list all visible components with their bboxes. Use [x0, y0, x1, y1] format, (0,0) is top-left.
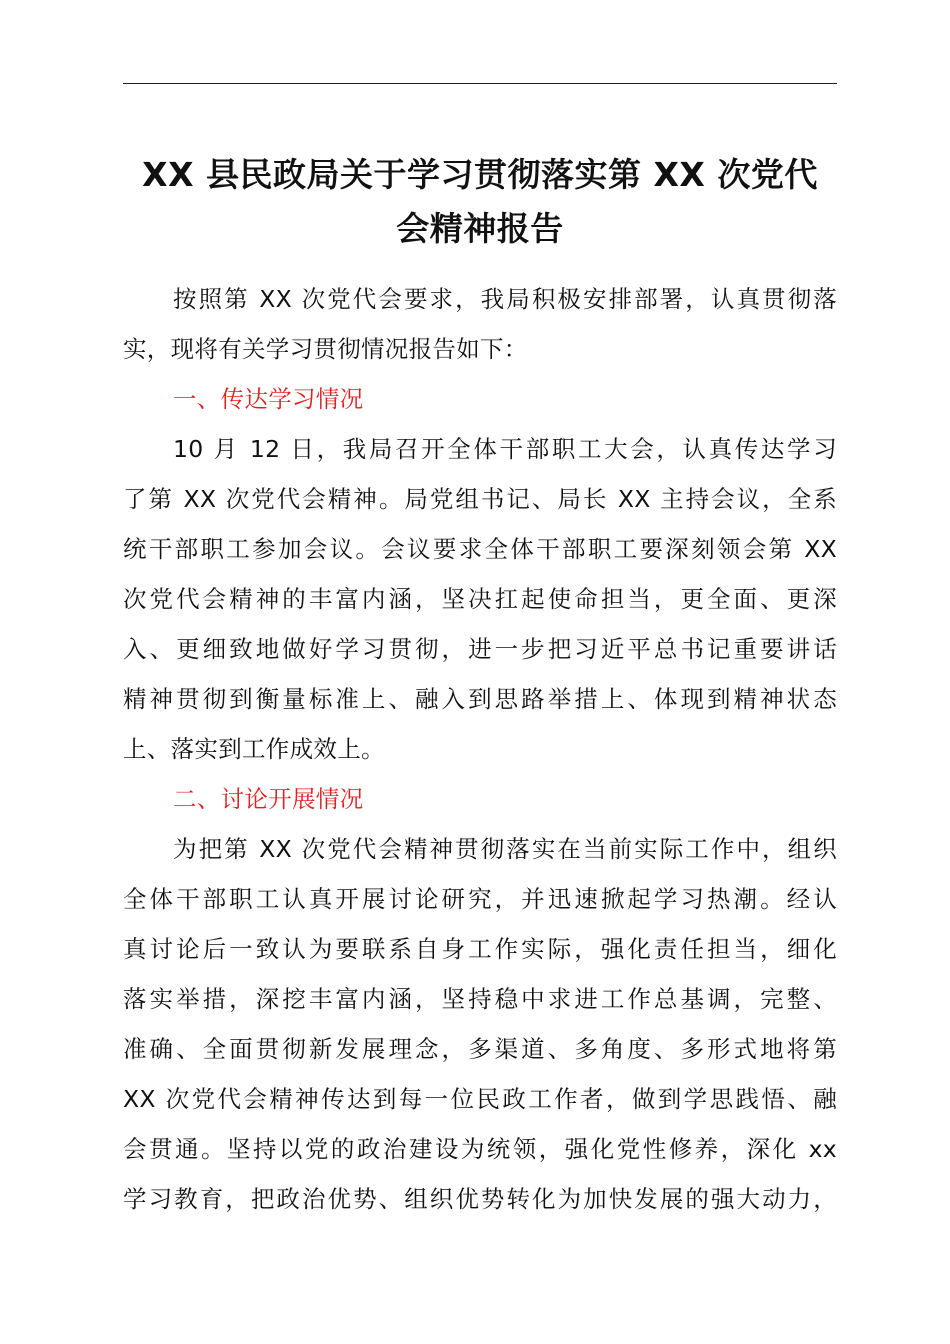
body-text-line: 准确、全面贯彻新发展理念，多渠道、多角度、多形式地将第: [123, 1035, 837, 1063]
document-title: [112, 148, 848, 256]
body-text-line: 次党代会精神的丰富内涵，坚决扛起使命担当，更全面、更深: [123, 585, 837, 613]
body-text-line: 按照第 XX 次党代会要求，我局积极安排部署，认真贯彻落: [173, 285, 837, 313]
body-text-line: 会贯通。坚持以党的政治建设为统领，强化党性修养，深化 xx: [123, 1135, 837, 1163]
document-body: [123, 274, 837, 1224]
title-line-2: 会精神报告: [396, 209, 564, 248]
body-text-line: 学习教育，把政治优势、组织优势转化为加快发展的强大动力，: [123, 1185, 837, 1213]
body-text-line: 实，现将有关学习贯彻情况报告如下：: [123, 335, 528, 363]
header-rule: [123, 83, 837, 84]
section-heading: 一、传达学习情况: [173, 385, 364, 413]
body-text-line: 10 月 12 日，我局召开全体干部职工大会，认真传达学习: [173, 435, 837, 463]
section-heading: 二、讨论开展情况: [173, 785, 364, 813]
body-text-line: 为把第 XX 次党代会精神贯彻落实在当前实际工作中，组织: [173, 835, 837, 863]
title-line-1: XX 县民政局关于学习贯彻落实第 XX 次党代: [142, 155, 818, 194]
body-text-line: 真讨论后一致认为要联系自身工作实际，强化责任担当，细化: [123, 935, 837, 963]
body-text-line: 了第 XX 次党代会精神。局党组书记、局长 XX 主持会议，全系: [123, 485, 837, 513]
body-text-line: 精神贯彻到衡量标准上、融入到思路举措上、体现到精神状态: [123, 685, 837, 713]
body-text-line: 入、更细致地做好学习贯彻，进一步把习近平总书记重要讲话: [123, 635, 837, 663]
body-text-line: 统干部职工参加会议。会议要求全体干部职工要深刻领会第 XX: [123, 535, 837, 563]
body-text-line: 落实举措，深挖丰富内涵，坚持稳中求进工作总基调，完整、: [123, 985, 837, 1013]
body-text-line: 上、落实到工作成效上。: [123, 735, 385, 763]
body-text-line: 全体干部职工认真开展讨论研究，并迅速掀起学习热潮。经认: [123, 885, 837, 913]
body-text-line: XX 次党代会精神传达到每一位民政工作者，做到学思践悟、融: [123, 1085, 837, 1113]
